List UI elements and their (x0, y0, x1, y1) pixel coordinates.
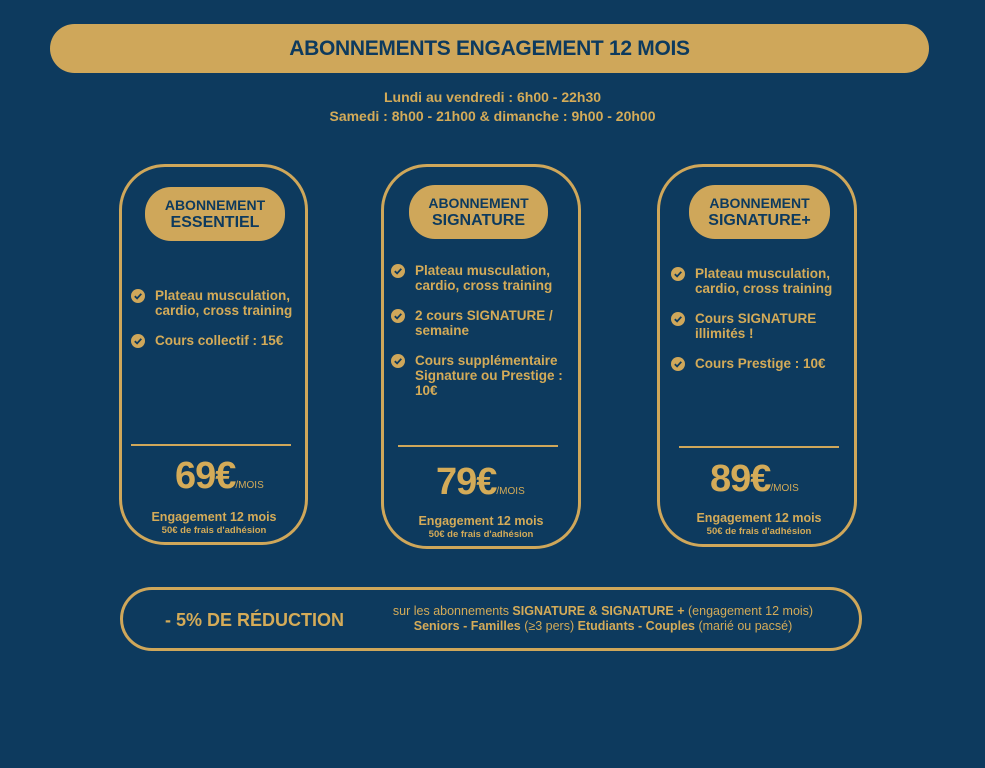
plan-badge-line2: SIGNATURE+ (708, 211, 811, 229)
discount-line1 (373, 604, 833, 619)
plan-badge-line2: ESSENTIEL (170, 213, 260, 231)
divider (679, 446, 839, 448)
feature-text: 2 cours SIGNATURE / semaine (415, 308, 553, 338)
feature-item (671, 356, 851, 371)
check-circle-icon (391, 309, 405, 323)
plan-price-essentiel (175, 455, 264, 498)
plan-price-signature-plus (710, 458, 799, 501)
feature-text: Plateau musculation, cardio, cross training (415, 263, 553, 293)
feature-text: Plateau musculation, cardio, cross training (155, 288, 293, 318)
discount-line2 (373, 619, 833, 634)
feature-text: Cours SIGNATURE illimités ! (695, 311, 817, 341)
feature-list-signature-plus (671, 266, 851, 386)
opening-hours (0, 88, 985, 126)
price-unit: /MOIS (496, 486, 525, 497)
fee-text: 50€ de frais d'adhésion (706, 526, 812, 537)
plan-badge-line2: SIGNATURE (431, 211, 526, 229)
price-amount: 69€ (175, 455, 236, 497)
check-circle-icon (391, 264, 405, 278)
feature-text: Cours supplémentaire Signature ou Prestige : 10€ (415, 353, 563, 398)
discount-l2-b2: Etudiants - Couples (577, 619, 695, 633)
discount-l2-t1: (≥3 pers) (520, 619, 578, 633)
check-circle-icon (671, 267, 685, 281)
feature-item (391, 263, 571, 293)
plan-badge-signature (409, 185, 548, 239)
check-circle-icon (391, 354, 405, 368)
fee-text: 50€ de frais d'adhésion (428, 529, 534, 540)
price-unit: /MOIS (235, 480, 264, 491)
feature-text: Plateau musculation, cardio, cross training (695, 266, 833, 296)
divider (398, 445, 558, 447)
feature-item (391, 353, 571, 398)
check-circle-icon (131, 334, 145, 348)
discount-box (120, 587, 862, 651)
check-circle-icon (131, 289, 145, 303)
feature-item (391, 308, 571, 338)
plan-engagement-essentiel (129, 510, 299, 537)
plan-engagement-signature-plus (673, 511, 845, 538)
feature-item (131, 288, 301, 318)
fee-text: 50€ de frais d'adhésion (161, 525, 267, 536)
feature-item (671, 311, 851, 341)
check-circle-icon (671, 312, 685, 326)
check-circle-icon (671, 357, 685, 371)
discount-l1-pre: sur les abonnements (392, 604, 513, 618)
discount-l1-post: (engagement 12 mois) (684, 604, 814, 618)
plan-badge-essentiel (145, 187, 285, 241)
plan-badge-line1: ABONNEMENT (164, 196, 266, 213)
plan-engagement-signature (395, 514, 567, 541)
hours-weekdays: Lundi au vendredi : 6h00 - 22h30 (383, 89, 602, 105)
feature-text: Cours collectif : 15€ (155, 333, 284, 348)
plan-badge-signature-plus (689, 185, 830, 239)
discount-l2-b1: Seniors - Familles (413, 619, 521, 633)
feature-list-signature (391, 263, 571, 413)
plan-badge-line1: ABONNEMENT (428, 194, 529, 211)
engagement-text: Engagement 12 mois (151, 510, 277, 524)
page-title: ABONNEMENTS ENGAGEMENT 12 MOIS (289, 36, 690, 60)
feature-item (671, 266, 851, 296)
price-unit: /MOIS (770, 483, 799, 494)
divider (131, 444, 291, 446)
plan-badge-line1: ABONNEMENT (709, 194, 810, 211)
price-amount: 79€ (436, 461, 497, 503)
engagement-text: Engagement 12 mois (418, 514, 544, 528)
discount-text (373, 604, 833, 634)
feature-list-essentiel (131, 288, 301, 363)
hours-weekend: Samedi : 8h00 - 21h00 & dimanche : 9h00 - 20h00 (329, 108, 656, 124)
feature-item (131, 333, 301, 348)
title-banner (50, 24, 929, 73)
feature-text: Cours Prestige : 10€ (695, 356, 826, 371)
plan-price-signature (436, 461, 525, 504)
discount-l1-bold: SIGNATURE & SIGNATURE + (512, 604, 685, 618)
price-amount: 89€ (710, 458, 771, 500)
engagement-text: Engagement 12 mois (696, 511, 822, 525)
discount-l2-t2: (marié ou pacsé) (694, 619, 793, 633)
discount-label: - 5% DE RÉDUCTION (165, 610, 345, 630)
